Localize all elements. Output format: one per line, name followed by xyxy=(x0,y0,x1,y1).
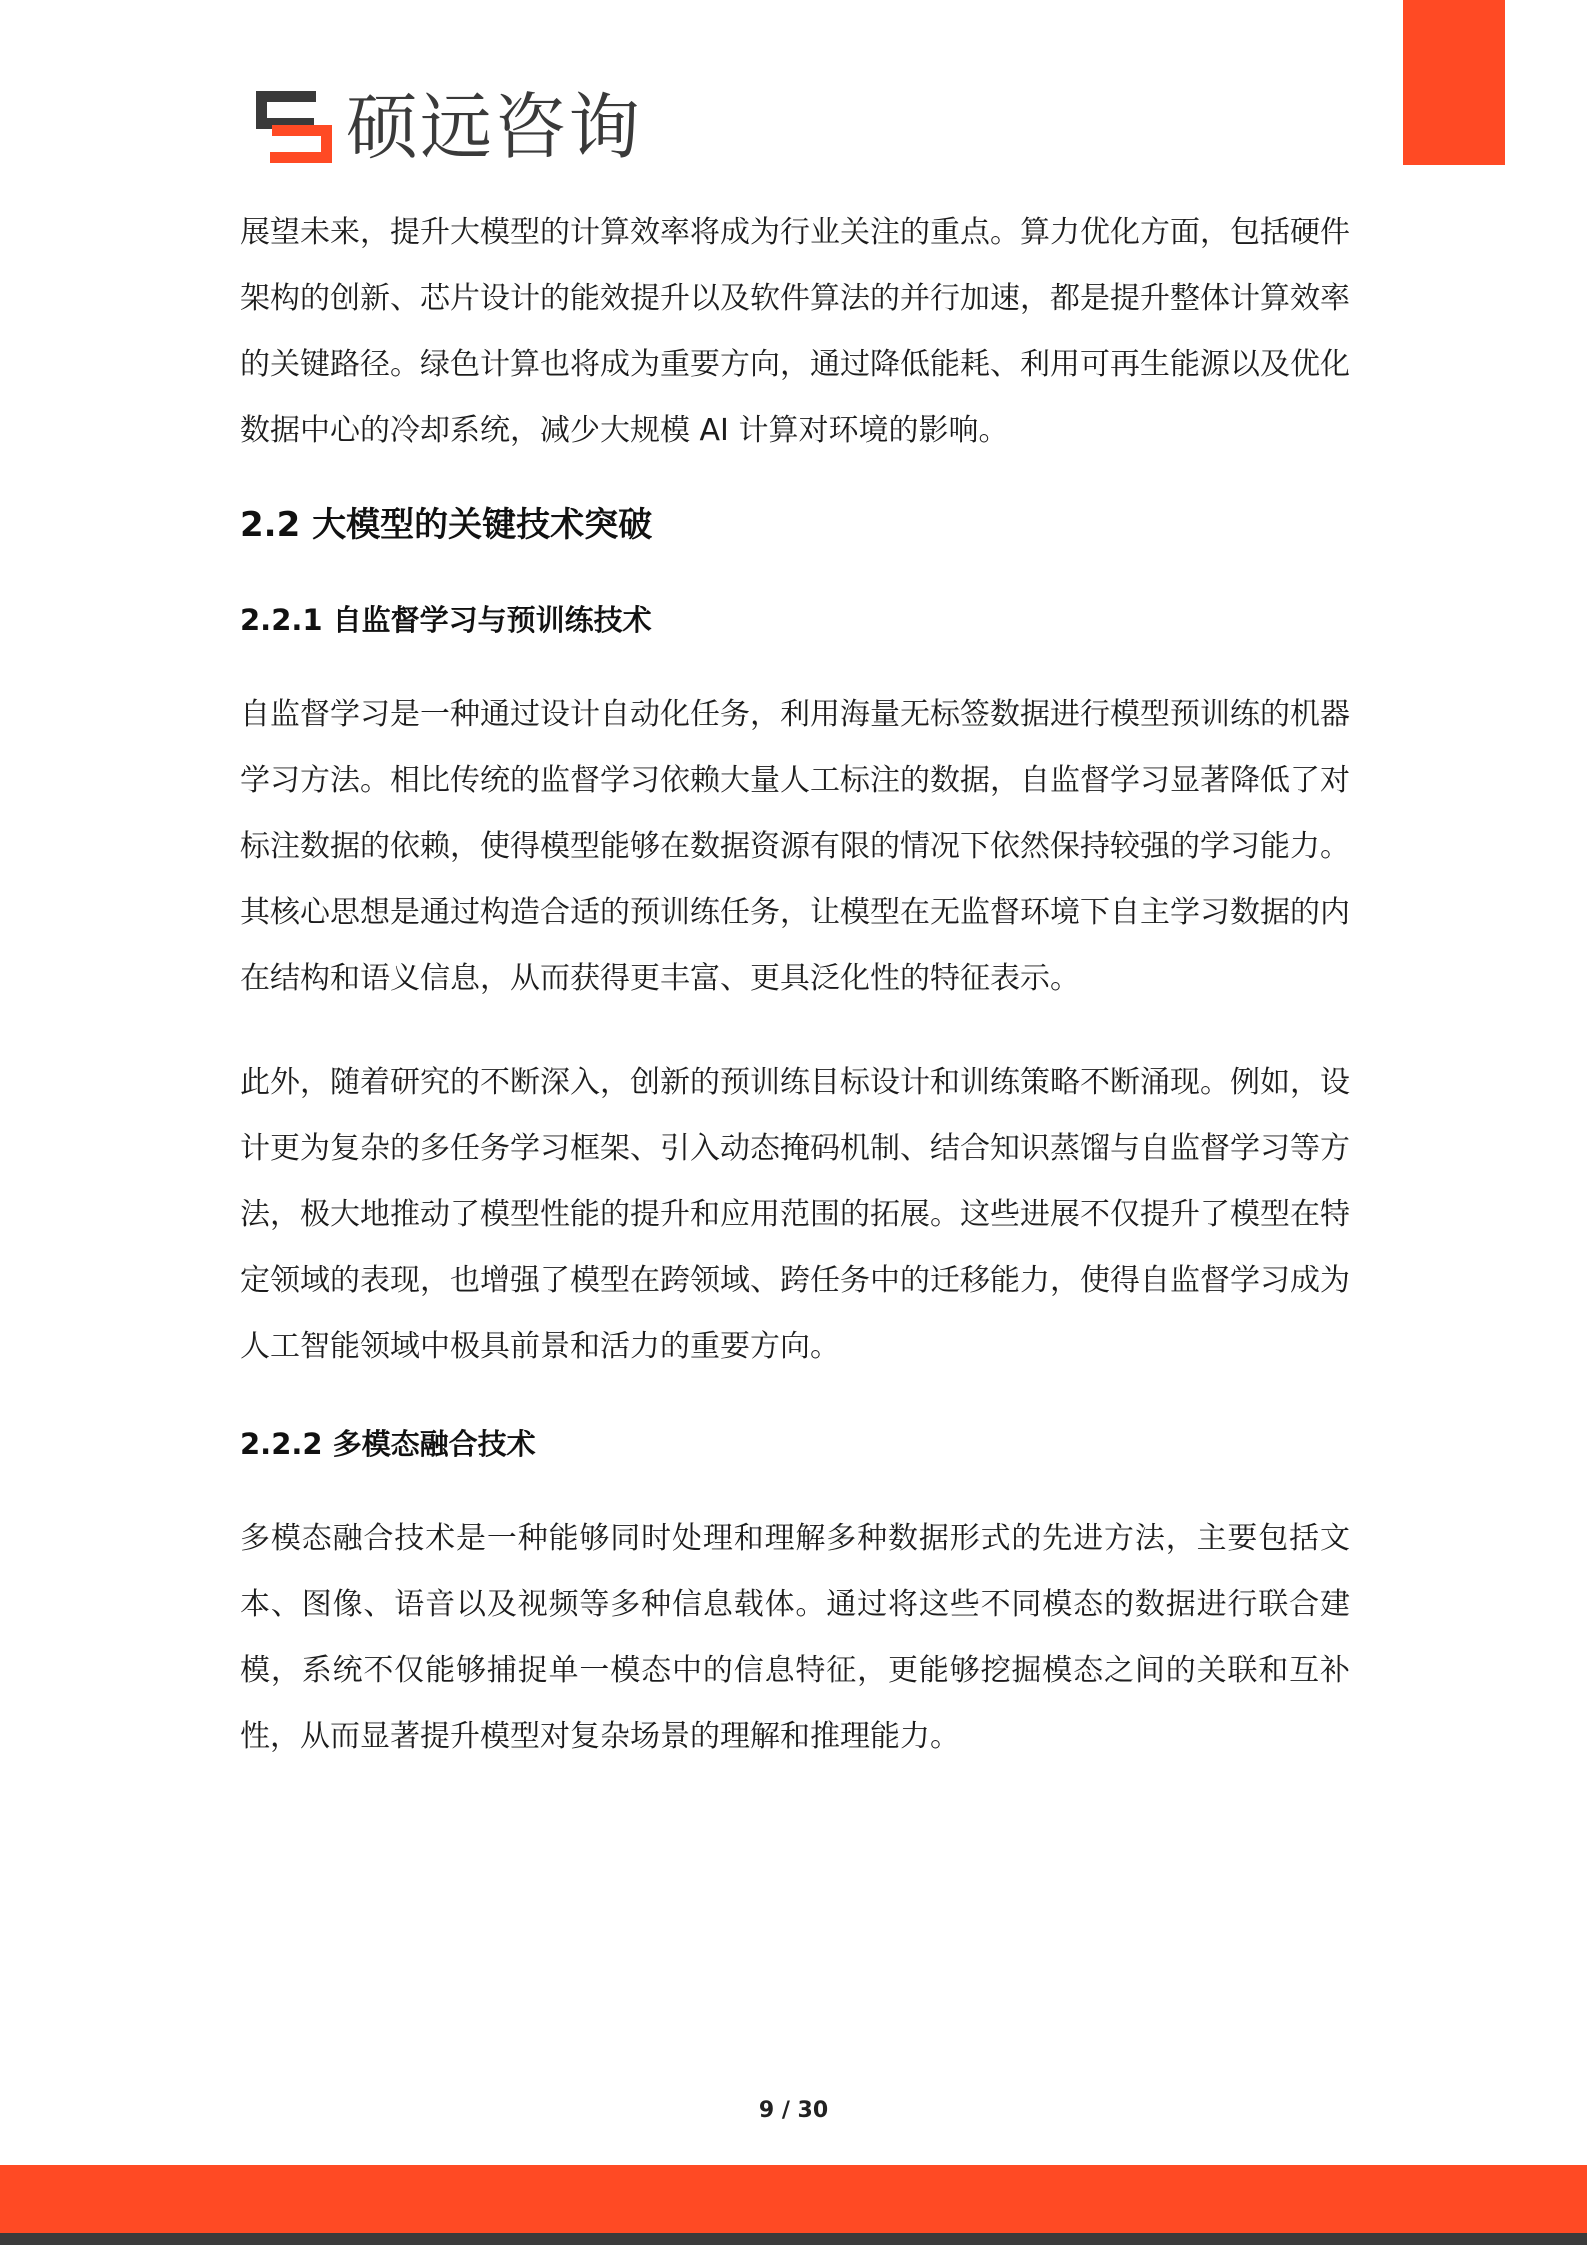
paragraph-multimodal-1: 多模态融合技术是一种能够同时处理和理解多种数据形式的先进方法，主要包括文本、图像、语音以及视频等多种信息载体。通过将这些不同模态的数据进行联合建模，系统不仅能够捕捉单一模态中的信息特征，更能够挖掘模态之间的关联和互补性，从而显著提升模型对复杂场景的理解和推理能力。 xyxy=(240,1521,1350,1754)
page-content xyxy=(240,200,1350,1770)
corner-accent-tab xyxy=(1403,0,1505,165)
subsection-heading-2-2-2: 2.2.2 多模态融合技术 xyxy=(240,1427,536,1461)
page-number: 9 / 30 xyxy=(758,2098,829,2123)
company-logo xyxy=(256,85,643,169)
section-heading-2-2: 2.2 大模型的关键技术突破 xyxy=(240,505,653,545)
paragraph-self-supervised-1: 自监督学习是一种通过设计自动化任务，利用海量无标签数据进行模型预训练的机器学习方法。相比传统的监督学习依赖大量人工标注的数据，自监督学习显著降低了对标注数据的依赖，使得模型能够在数据资源有限的情况下依然保持较强的学习能力。其核心思想是通过构造合适的预训练任务，让模型在无监督环境下自主学习数据的内在结构和语义信息，从而获得更丰富、更具泛化性的特征表示。 xyxy=(240,697,1350,996)
paragraph-self-supervised-2: 此外，随着研究的不断深入，创新的预训练目标设计和训练策略不断涌现。例如，设计更为复杂的多任务学习框架、引入动态掩码机制、结合知识蒸馏与自监督学习等方法，极大地推动了模型性能的提升和应用范围的拓展。这些进展不仅提升了模型在特定领域的表现，也增强了模型在跨领域、跨任务中的迁移能力，使得自监督学习成为人工智能领域中极具前景和活力的重要方向。 xyxy=(240,1065,1350,1364)
intro-paragraph: 展望未来，提升大模型的计算效率将成为行业关注的重点。算力优化方面，包括硬件架构的创新、芯片设计的能效提升以及软件算法的并行加速，都是提升整体计算效率的关键路径。绿色计算也将成为重要方向，通过降低能耗、利用可再生能源以及优化数据中心的冷却系统，减少大规模 AI 计算对环境的影响。 xyxy=(240,215,1350,448)
footer-base-bar xyxy=(0,2233,1587,2245)
brand-s-mark-icon xyxy=(256,91,332,163)
footer-accent-bar xyxy=(0,2165,1587,2233)
logo-wordmark: 硕远咨询 xyxy=(346,85,643,169)
subsection-heading-2-2-1: 2.2.1 自监督学习与预训练技术 xyxy=(240,603,652,637)
